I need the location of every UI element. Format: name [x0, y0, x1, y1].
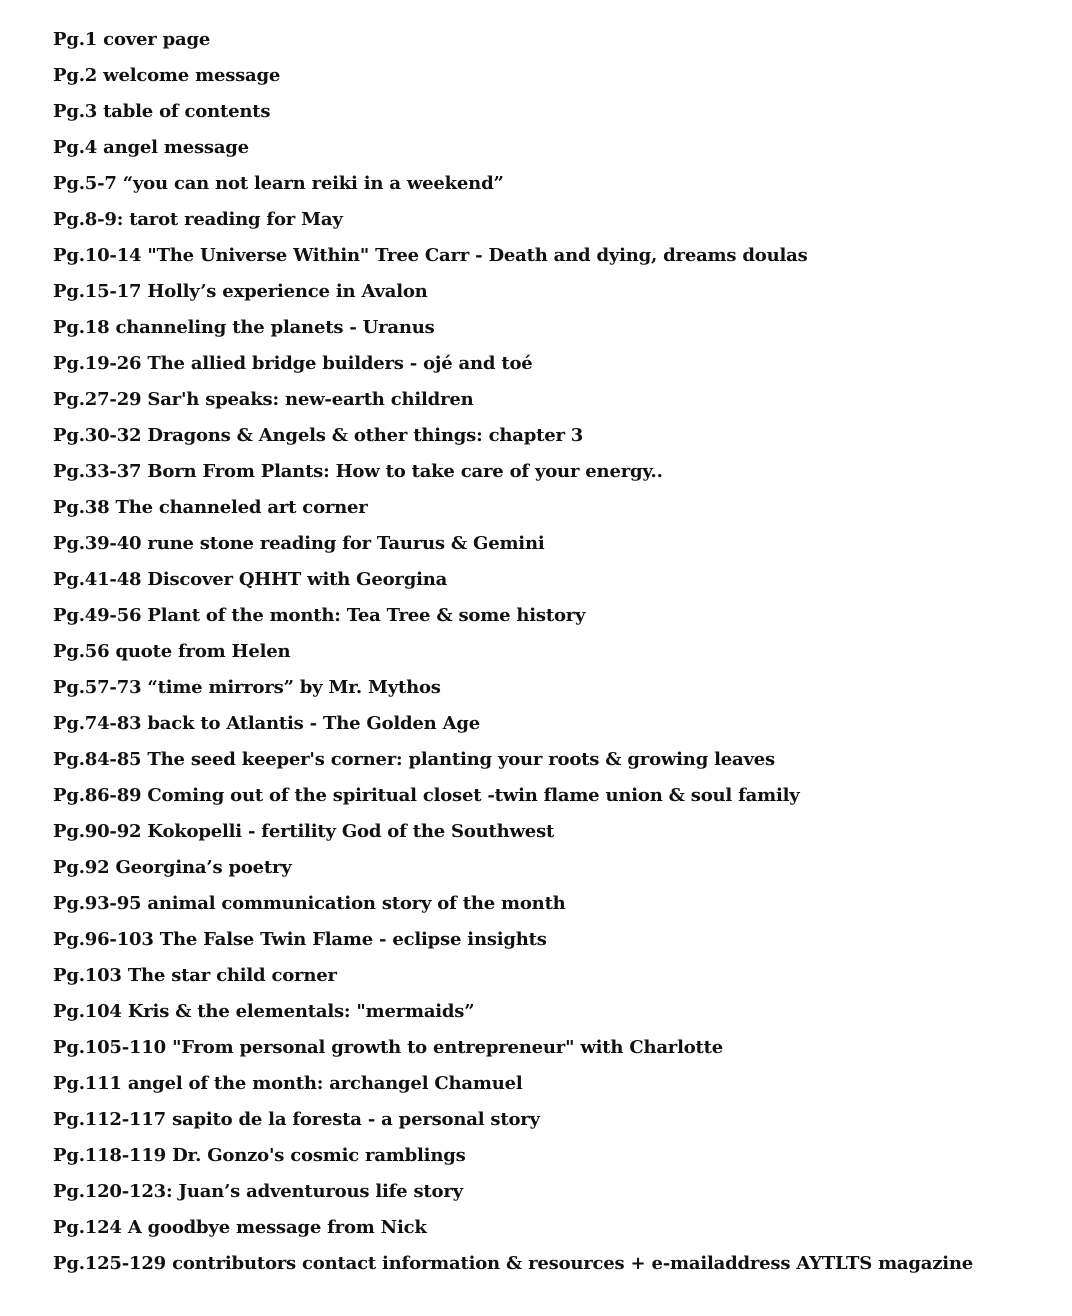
toc-entry: Pg.118-119 Dr. Gonzo's cosmic ramblings — [53, 1145, 466, 1166]
toc-entry: Pg.27-29 Sar'h speaks: new-earth children — [53, 389, 474, 410]
toc-entry: Pg.3 table of contents — [53, 101, 271, 122]
toc-entry: Pg.84-85 The seed keeper's corner: planting your roots & growing leaves — [53, 749, 775, 770]
toc-entry: Pg.57-73 “time mirrors” by Mr. Mythos — [53, 677, 441, 698]
toc-entry: Pg.96-103 The False Twin Flame - eclipse insights — [53, 929, 547, 950]
toc-entry: Pg.5-7 “you can not learn reiki in a weekend” — [53, 173, 504, 194]
toc-entry: Pg.8-9: tarot reading for May — [53, 209, 343, 230]
toc-entry: Pg.18 channeling the planets - Uranus — [53, 317, 435, 338]
toc-entry: Pg.125-129 contributors contact information & resources + e-mailaddress AYTLTS magazine — [53, 1253, 974, 1274]
toc-entry: Pg.10-14 "The Universe Within" Tree Carr - Death and dying, dreams doulas — [53, 245, 808, 266]
toc-entry: Pg.38 The channeled art corner — [53, 497, 368, 518]
toc-entry: Pg.103 The star child corner — [53, 965, 337, 986]
table-of-contents — [53, 22, 1053, 1282]
toc-entry: Pg.86-89 Coming out of the spiritual closet -twin flame union & soul family — [53, 785, 800, 806]
toc-entry: Pg.112-117 sapito de la foresta - a personal story — [53, 1109, 540, 1130]
toc-entry: Pg.41-48 Discover QHHT with Georgina — [53, 569, 448, 590]
toc-entry: Pg.105-110 "From personal growth to entrepreneur" with Charlotte — [53, 1037, 724, 1058]
toc-entry: Pg.49-56 Plant of the month: Tea Tree & some history — [53, 605, 586, 626]
toc-entry: Pg.1 cover page — [53, 29, 211, 50]
toc-entry: Pg.93-95 animal communication story of the month — [53, 893, 566, 914]
toc-entry: Pg.104 Kris & the elementals: "mermaids” — [53, 1001, 475, 1022]
toc-entry: Pg.92 Georgina’s poetry — [53, 857, 292, 878]
toc-entry: Pg.19-26 The allied bridge builders - ojé and toé — [53, 353, 533, 374]
toc-entry: Pg.90-92 Kokopelli - fertility God of the Southwest — [53, 821, 555, 842]
toc-entry: Pg.56 quote from Helen — [53, 641, 291, 662]
toc-entry: Pg.33-37 Born From Plants: How to take care of your energy.. — [53, 461, 663, 482]
toc-entry: Pg.4 angel message — [53, 137, 249, 158]
toc-entry: Pg.120-123: Juan’s adventurous life story — [53, 1181, 463, 1202]
toc-entry: Pg.30-32 Dragons & Angels & other things: chapter 3 — [53, 425, 584, 446]
toc-entry: Pg.15-17 Holly’s experience in Avalon — [53, 281, 428, 302]
toc-entry: Pg.39-40 rune stone reading for Taurus & Gemini — [53, 533, 545, 554]
toc-entry: Pg.124 A goodbye message from Nick — [53, 1217, 427, 1238]
toc-entry: Pg.2 welcome message — [53, 65, 281, 86]
toc-entry: Pg.74-83 back to Atlantis - The Golden Age — [53, 713, 481, 734]
toc-entry: Pg.111 angel of the month: archangel Chamuel — [53, 1073, 523, 1094]
